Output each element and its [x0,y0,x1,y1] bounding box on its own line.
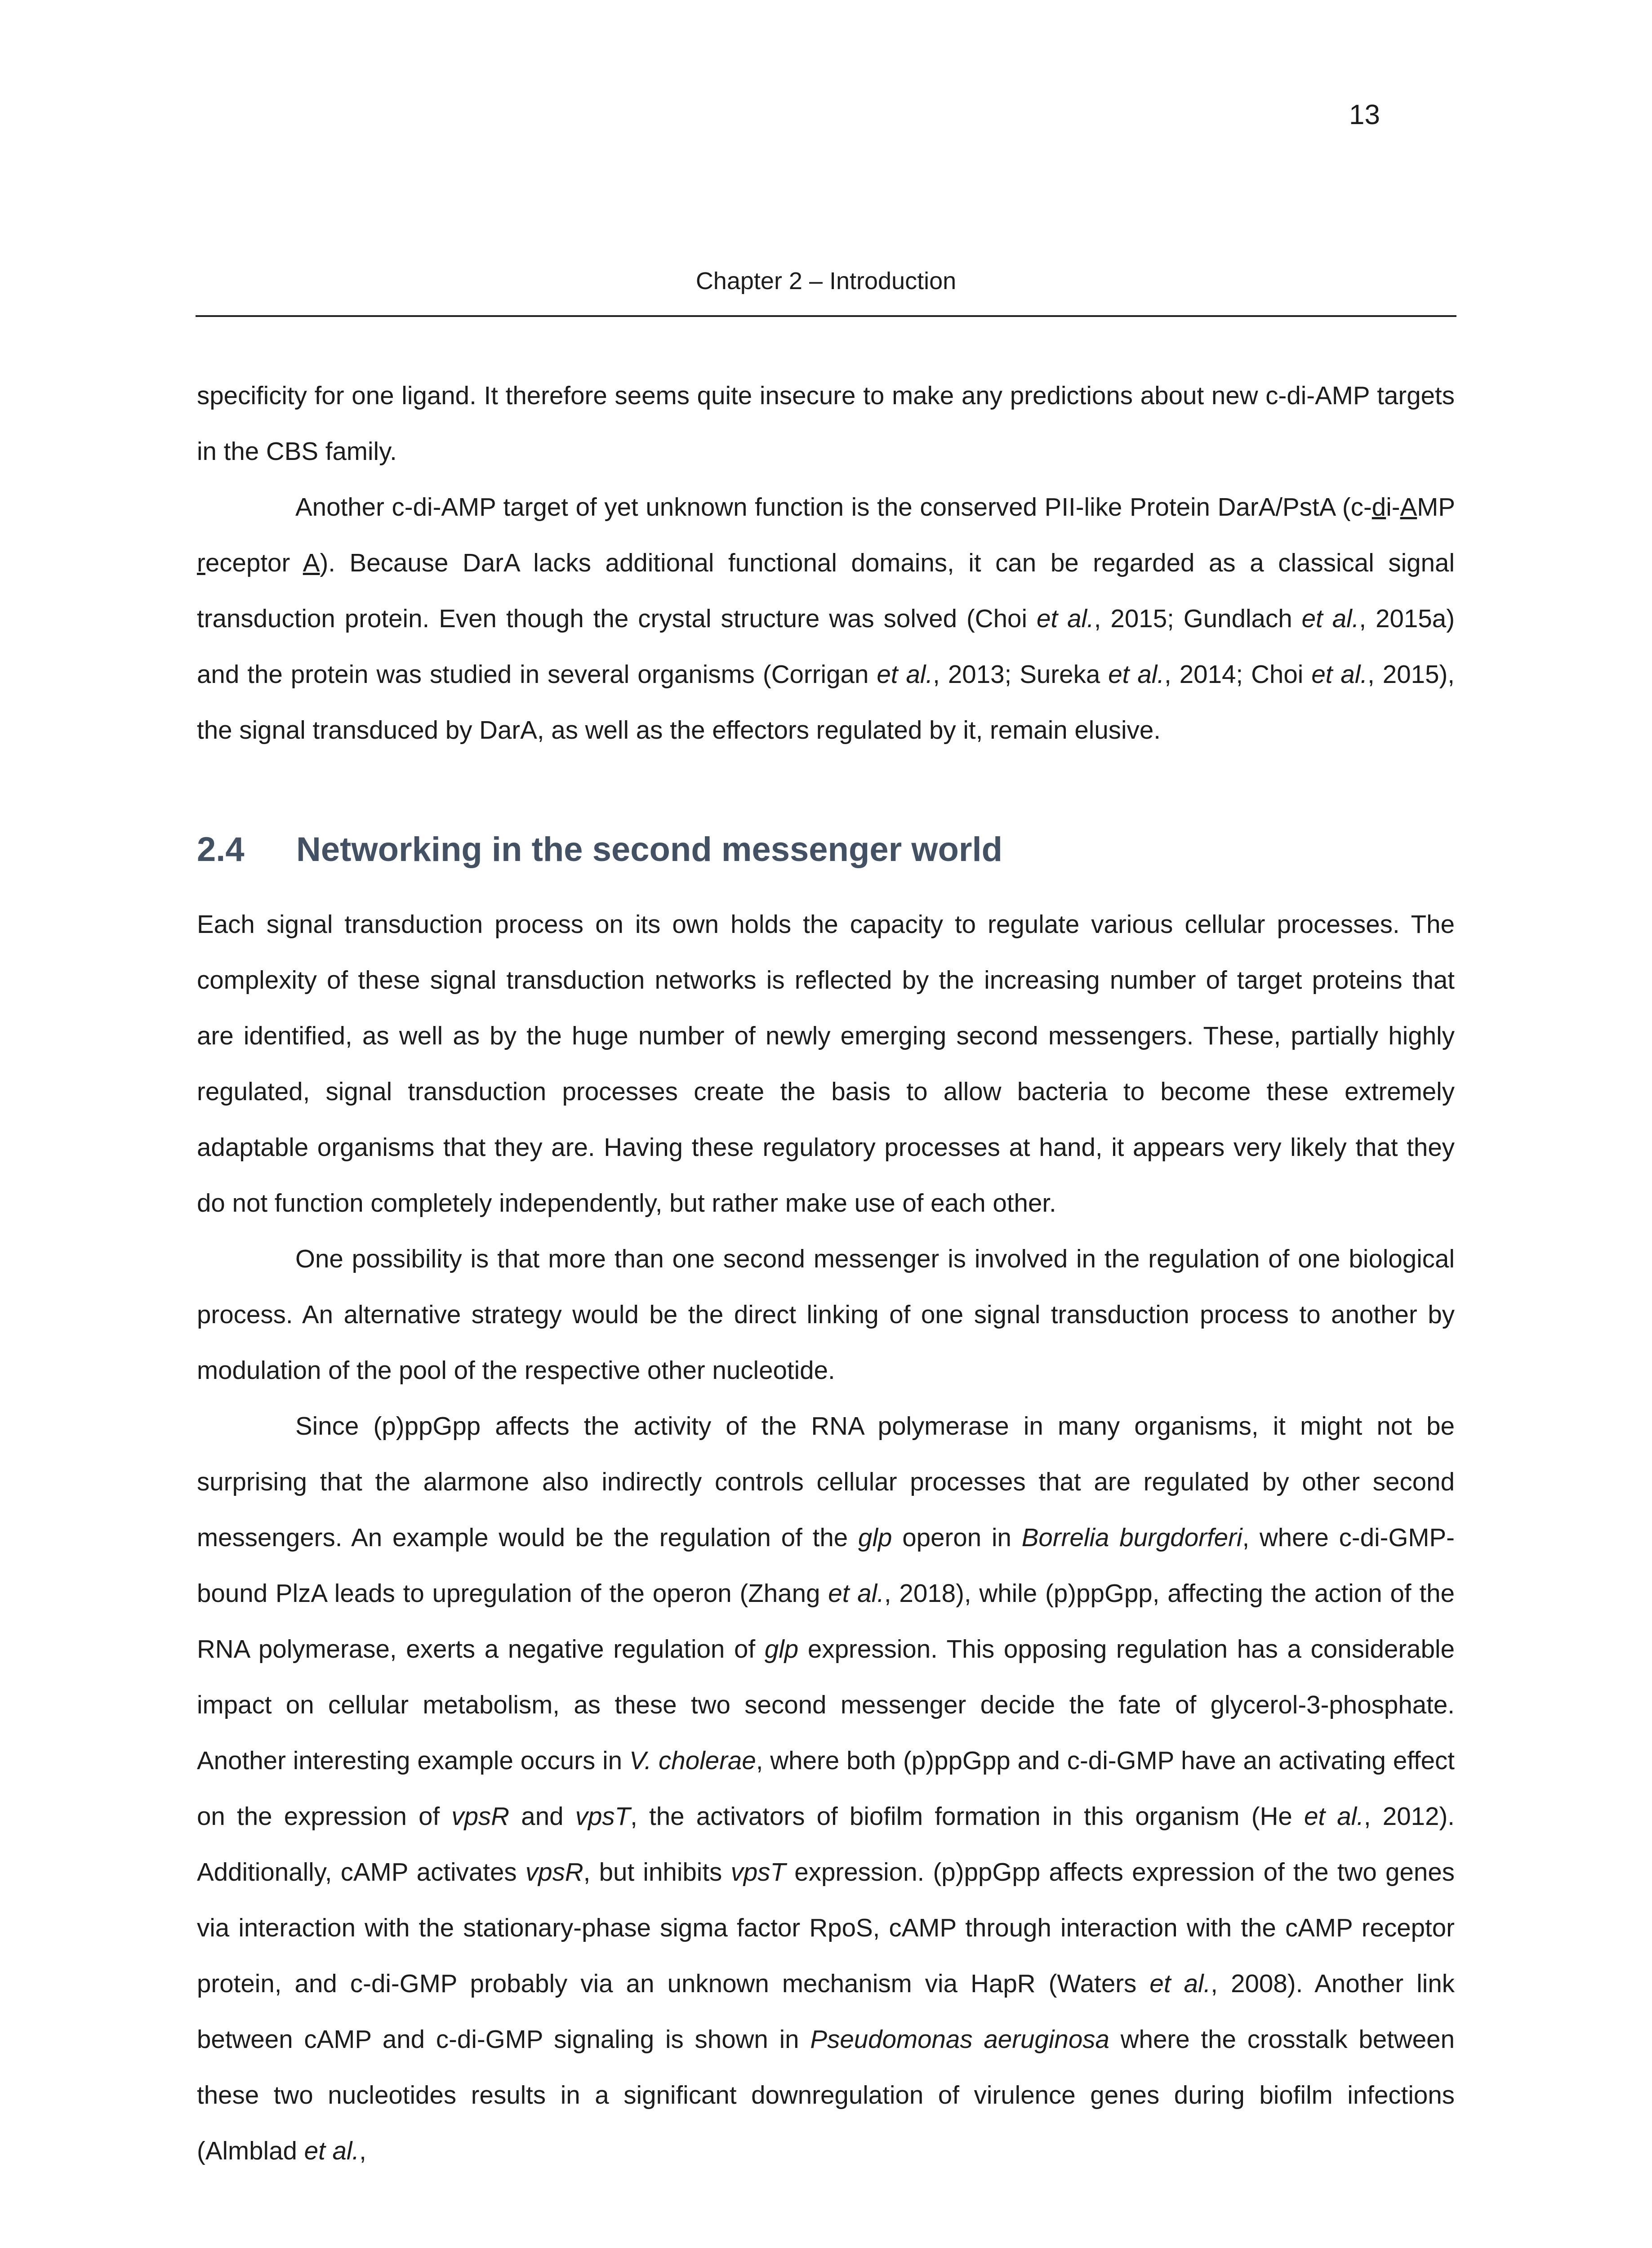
paragraph-5: Since (p)ppGpp affects the activity of the RNA polymerase in many organisms, it might not be surprising that the alarmone also indirectly controls cellular processes that are regulated by other second messengers. An example would be the regulation of the glp operon in Borrelia burgdorferi, where c-di-GMP-bound PlzA leads to upregulation of the operon (Zhang et al., 2018), while (p)ppGpp, affecting the action of the RNA polymerase, exerts a negative regulation of glp expression. This opposing regulation has a considerable impact on cellular metabolism, as these two second messenger decide the fate of glycerol-3-phosphate. Another interesting example occurs in V. cholerae, where both (p)ppGpp and c-di-GMP have an activating effect on the expression of vpsR and vpsT, the activators of biofilm formation in this organism (He et al., 2012). Additionally, cAMP activates vpsR, but inhibits vpsT expression. (p)ppGpp affects expression of the two genes via interaction with the stationary-phase sigma factor RpoS, cAMP through interaction with the cAMP receptor protein, and c-di-GMP probably via an unknown mechanism via HapR (Waters et al., 2008). Another link between cAMP and c-di-GMP signaling is shown in Pseudomonas aeruginosa where the crosstalk between these two nucleotides results in a significant downregulation of virulence genes during biofilm infections (Almblad et al., [197,1412,1455,2165]
section-heading [197,822,1455,878]
running-header: Chapter 2 – Introduction [695,268,957,294]
paragraph-2: Another c-di-AMP target of yet unknown function is the conserved PII-like Protein DarA/PstA (c-di-AMP receptor A). Because DarA lacks additional functional domains, it can be regarded as a classical signal transduction protein. Even though the crystal structure was solved (Choi et al., 2015; Gundlach et al., 2015a) and the protein was studied in several organisms (Corrigan et al., 2013; Sureka et al., 2014; Choi et al., 2015), the signal transduced by DarA, as well as the effectors regulated by it, remain elusive. [197,493,1455,744]
page-number: 13 [1349,99,1380,130]
section-title: Networking in the second messenger world [296,830,1002,869]
paragraph-4: One possibility is that more than one second messenger is involved in the regulation of one biological process. An alternative strategy would be the direct linking of one signal transduction process to another by modulation of the pool of the respective other nucleotide. [197,1244,1455,1384]
body-text [197,368,1455,2179]
paragraph-1: specificity for one ligand. It therefore seems quite insecure to make any predictions about new c-di-AMP targets in the CBS family. [197,381,1455,465]
section-number: 2.4 [197,830,245,869]
paragraph-3: Each signal transduction process on its own holds the capacity to regulate various cellular processes. The complexity of these signal transduction networks is reflected by the increasing number of target proteins that are identified, as well as by the huge number of newly emerging second messengers. These, partially highly regulated, signal transduction processes create the basis to allow bacteria to become these extremely adaptable organisms that they are. Having these regulatory processes at hand, it appears very likely that they do not function completely independently, but rather make use of each other. [197,910,1455,1217]
header-rule [196,315,1456,317]
